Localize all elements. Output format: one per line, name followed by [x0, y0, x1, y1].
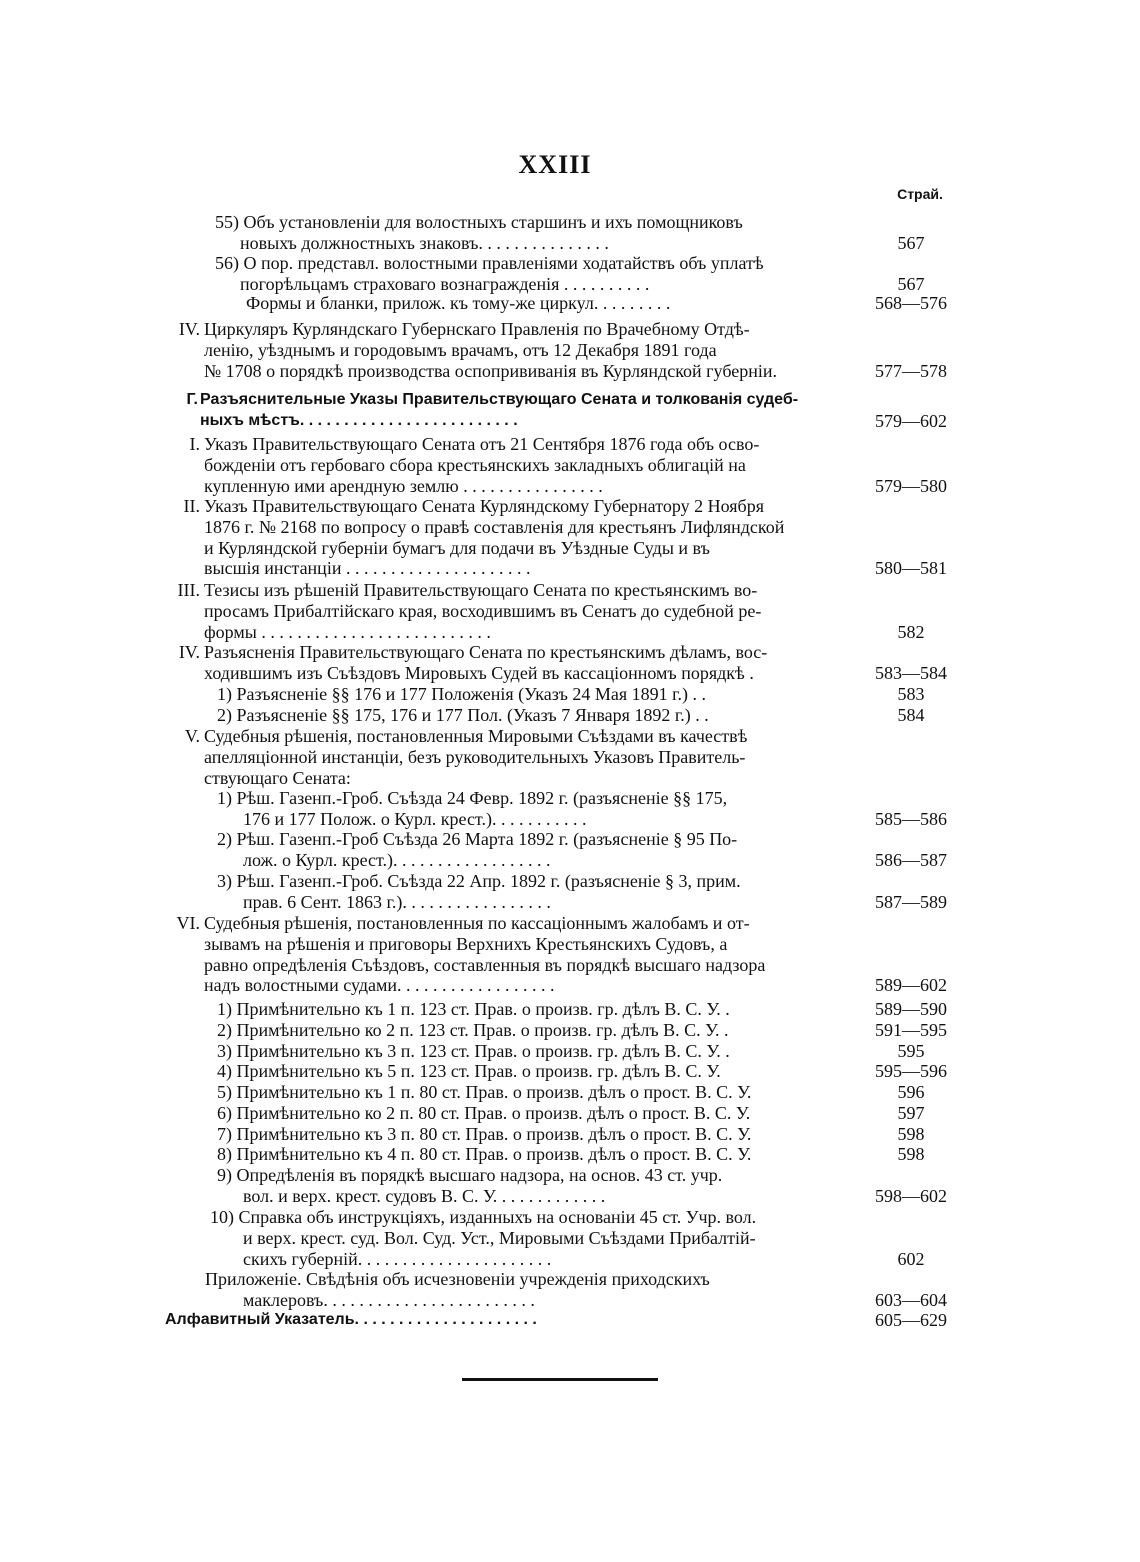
entry-page-ref: 596 — [897, 1082, 925, 1102]
entry-page-ref: 595 — [897, 1041, 925, 1061]
entry-page-ref: 598—602 — [875, 1185, 947, 1206]
entry-page-ref: 579—602 — [875, 410, 947, 431]
entry-line: божденіи отъ гербоваго сбора крестьянскихъ закладныхъ облигацій на — [204, 454, 746, 475]
entry-marker: II. — [183, 496, 200, 516]
entry-line: 1) Примѣнительно къ 1 п. 123 ст. Прав. о произв. гр. дѣлъ В. С. У. . — [217, 999, 730, 1019]
entry-line: высшія инстанціи . . . . . . . . . . . . . . . . . . . . . — [204, 558, 531, 579]
entry-marker: III. — [177, 580, 200, 600]
entry-line: 3) Рѣш. Газенп.-Гроб. Съѣзда 22 Апр. 1892 г. (разъясненіе § 3, прим. — [217, 871, 741, 891]
entry-page-ref: 602 — [897, 1248, 925, 1269]
page-number: XXIII — [518, 150, 592, 179]
entry-line: 2) Разъясненіе §§ 175, 176 и 177 Пол. (Указъ 7 Января 1892 г.) . . — [217, 705, 709, 725]
entry-line: формы . . . . . . . . . . . . . . . . . . . . . . . . . . — [204, 621, 491, 642]
entry-line: Указъ Правительствующаго Сената отъ 21 Сентября 1876 года объ осво- — [204, 434, 760, 454]
entry-page-ref: 584 — [897, 705, 925, 725]
entry-line: 1876 г. № 2168 по вопросу о правѣ составленія для крестьянъ Лифляндской — [204, 516, 785, 537]
entry-page-ref: 587—589 — [875, 891, 947, 912]
entry-line: надъ волостными судами. . . . . . . . . . . . . . . . . . — [204, 975, 555, 996]
entry-line: 1) Рѣш. Газенп.-Гроб. Съѣзда 24 Февр. 1892 г. (разъясненіе §§ 175, — [217, 788, 728, 808]
entry-page-ref: 589—590 — [875, 999, 947, 1019]
entry-page-ref: 598 — [897, 1124, 925, 1144]
entry-line: купленную ими арендную землю . . . . . . . . . . . . . . . . — [204, 475, 603, 496]
entry-line: 176 и 177 Полож. о Курл. крест.). . . . . . . . . . . — [243, 808, 587, 829]
entry-line: 5) Примѣнительно къ 1 п. 80 ст. Прав. о произв. дѣлъ о прост. В. С. У. — [217, 1082, 752, 1102]
entry-line: 8) Примѣнительно къ 4 п. 80 ст. Прав. о произв. дѣлъ о прост. В. С. У. — [217, 1144, 752, 1164]
entry-line: 7) Примѣнительно къ 3 п. 80 ст. Прав. о произв. дѣлъ о прост. В. С. У. — [217, 1124, 752, 1144]
entry-page-ref: 577—578 — [875, 360, 947, 381]
entry-line: скихъ губерній. . . . . . . . . . . . . . . . . . . . . . — [243, 1248, 552, 1269]
entry-line: Судебныя рѣшенія, постановленныя по кассаціоннымъ жалобамъ и от- — [204, 913, 750, 933]
entry-line: ходившимъ изъ Съѣздовъ Мировыхъ Судей въ кассаціонномъ порядкѣ . — [204, 662, 754, 683]
entry-line: 4) Примѣнительно къ 5 п. 123 ст. Прав. о произв. гр. дѣлъ В. С. У. — [217, 1061, 721, 1081]
entry-page-ref: 583 — [897, 684, 925, 704]
entry-line: 9) Опредѣленія въ порядкѣ высшаго надзора, на основ. 43 ст. учр. — [217, 1165, 723, 1185]
entry-line: ныхъ мѣстъ. . . . . . . . . . . . . . . . . . . . . . . . . — [200, 411, 518, 429]
entry-page-ref: 603—604 — [875, 1289, 947, 1310]
entry-line: Алфавитный Указатель. . . . . . . . . . . . . . . . . . . . . — [165, 1311, 537, 1328]
entry-line: новыхъ должностныхъ знаковъ. . . . . . . . . . . . . . . — [240, 232, 609, 253]
entry-page-ref: 583—584 — [875, 662, 947, 683]
entry-marker: V. — [184, 726, 200, 746]
entry-marker: Г. — [186, 391, 198, 408]
entry-line: 1) Разъясненіе §§ 176 и 177 Положенія (Указъ 24 Мая 1891 г.) . . — [217, 684, 706, 704]
entry-page-ref: 567 — [897, 232, 925, 253]
entry-line: вол. и верх. крест. судовъ В. С. У. . . . . . . . . . . . . — [243, 1185, 606, 1206]
entry-marker: VI. — [176, 913, 200, 933]
entry-line: просамъ Прибалтійскаго края, восходившимъ въ Сенатъ до судебной ре- — [204, 600, 762, 621]
entry-page-ref: 580—581 — [875, 558, 947, 579]
entry-line: ленію, уѣзднымъ и городовымъ врачамъ, отъ 12 Декабря 1891 года — [204, 339, 717, 360]
entry-page-ref: 591—595 — [875, 1020, 947, 1040]
entry-line: 10) Справка объ инструкціяхъ, изданныхъ на основаніи 45 ст. Учр. вол. — [210, 1207, 757, 1227]
entry-page-ref: 579—580 — [875, 475, 947, 496]
entry-line: маклеровъ. . . . . . . . . . . . . . . . . . . . . . . . — [243, 1289, 535, 1310]
entry-marker: IV. — [178, 319, 200, 339]
entry-page-ref: 598 — [897, 1144, 925, 1164]
page-column-header: Страй. — [897, 186, 943, 202]
entry-line: зывамъ на рѣшенія и приговоры Верхнихъ Крестьянскихъ Судовъ, а — [204, 933, 728, 954]
entry-line: 56) О пор. представл. волостными правленіями ходатайствъ объ уплатѣ — [215, 253, 764, 273]
entry-page-ref: 582 — [897, 621, 925, 642]
entry-line: 2) Примѣнительно ко 2 п. 123 ст. Прав. о произв. гр. дѣлъ В. С. У. . — [217, 1020, 729, 1040]
entry-line: и Курляндской губерніи бумагъ для подачи въ Уѣздные Суды и въ — [204, 537, 710, 558]
entry-line: Формы и бланки, прилож. къ тому-же циркул. . . . . . . . . — [246, 293, 671, 313]
entry-page-ref: 597 — [897, 1103, 925, 1123]
entry-line: лож. о Курл. крест.). . . . . . . . . . . . . . . . . . — [243, 849, 551, 870]
entry-line: Разъясненія Правительствующаго Сената по крестьянскимъ дѣламъ, вос- — [204, 642, 768, 662]
entry-line: прав. 6 Сент. 1863 г.). . . . . . . . . . . . . . . . . — [243, 891, 551, 912]
entry-page-ref: 567 — [897, 273, 925, 294]
entry-line: Разъяснительные Указы Правительствующаго Сената и толкованія судеб- — [200, 391, 799, 408]
entry-marker: I. — [189, 434, 200, 454]
entry-line: погорѣльцамъ страховаго вознагражденія . . . . . . . . . . — [240, 273, 650, 294]
entry-line: Приложеніе. Свѣдѣнія объ исчезновеніи учрежденія приходскихъ — [205, 1269, 710, 1289]
entry-page-ref: 585—586 — [875, 808, 947, 829]
entry-line: равно опредѣленія Съѣздовъ, составленныя въ порядкѣ высшаго надзора — [204, 954, 766, 975]
entry-line: 3) Примѣнительно къ 3 п. 123 ст. Прав. о произв. гр. дѣлъ В. С. У. . — [217, 1041, 730, 1061]
entry-line: Тезисы изъ рѣшеній Правительствующаго Сената по крестьянскимъ во- — [204, 580, 758, 600]
entry-line: № 1708 о порядкѣ производства оспопрививанія въ Курляндской губерніи. — [204, 360, 777, 381]
entry-page-ref: 586—587 — [875, 849, 947, 870]
entry-marker: IV. — [178, 642, 200, 662]
entry-line: ствующаго Сената: — [204, 767, 351, 788]
entry-line: и верх. крест. суд. Вол. Суд. Уст., Мировыми Съѣздами Прибалтій- — [243, 1227, 756, 1248]
entry-line: 6) Примѣнительно ко 2 п. 80 ст. Прав. о произв. дѣлъ о прост. В. С. У. — [217, 1103, 751, 1123]
entry-line: Судебныя рѣшенія, постановленныя Мировыми Съѣздами въ качествѣ — [204, 726, 748, 746]
entry-line: Циркуляръ Курляндскаго Губернскаго Правленія по Врачебному Отдѣ- — [204, 319, 750, 339]
closing-rule — [462, 1378, 658, 1381]
entry-line: 55) Объ установленіи для волостныхъ старшинъ и ихъ помощниковъ — [215, 212, 743, 232]
entry-page-ref: 589—602 — [875, 975, 947, 996]
entry-line: апелляціонной инстанціи, безъ руководительныхъ Указовъ Правитель- — [204, 746, 746, 767]
entry-page-ref: 605—629 — [875, 1310, 947, 1330]
entry-page-ref: 595—596 — [875, 1061, 947, 1081]
entry-page-ref: 568—576 — [875, 293, 947, 313]
entry-line: Указъ Правительствующаго Сената Курляндскому Губернатору 2 Ноября — [204, 496, 764, 516]
entry-line: 2) Рѣш. Газенп.-Гроб Съѣзда 26 Марта 1892 г. (разъясненіе § 95 По- — [217, 829, 738, 849]
